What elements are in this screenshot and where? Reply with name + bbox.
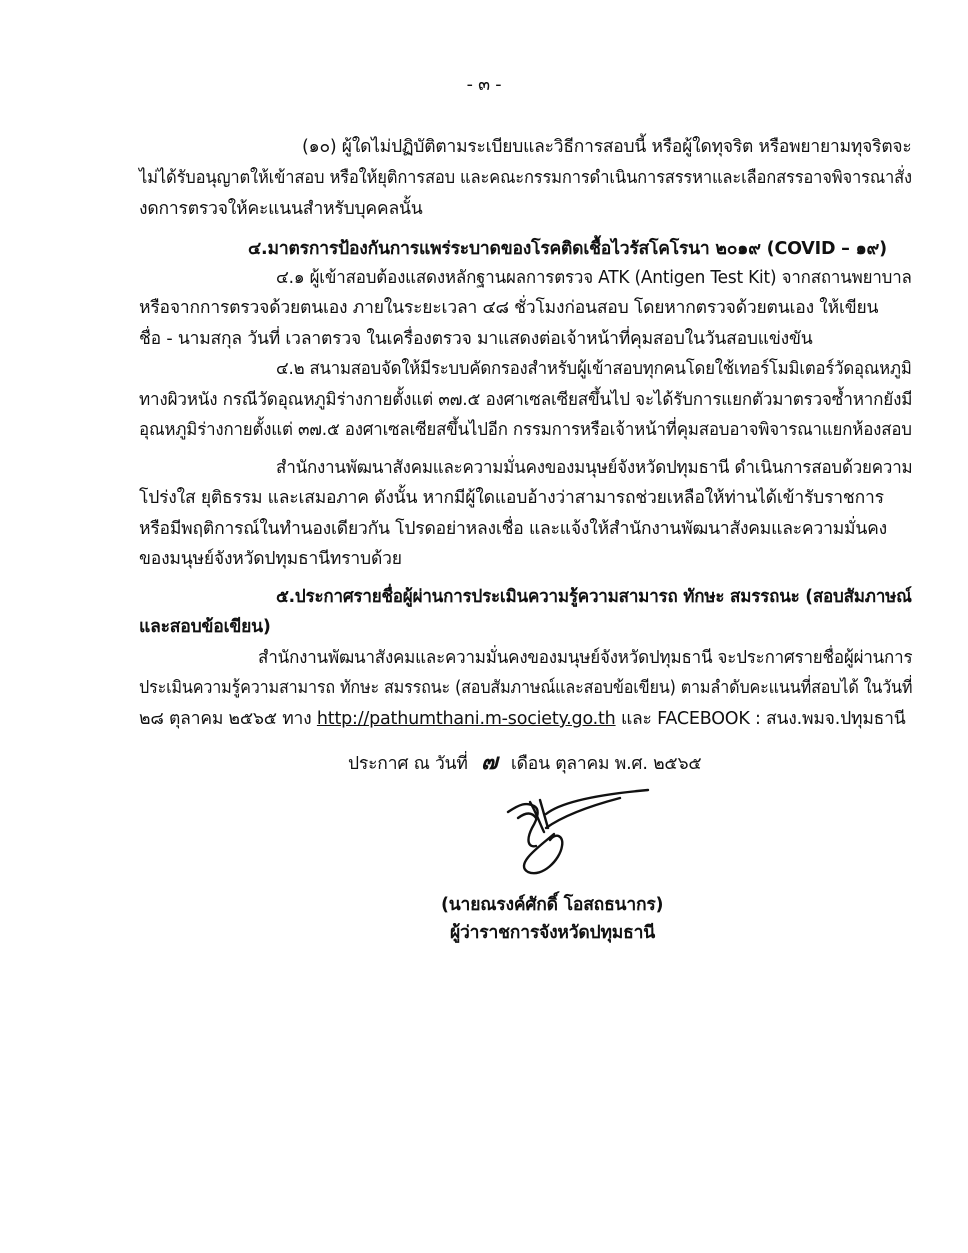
item-10-line-3: งดการตรวจให้คะแนนสำหรับบุคคลนั้น (139, 199, 423, 219)
section-4-1-line-1: ๔.๑ ผู้เข้าสอบต้องแสดงหลักฐานผลการตรวจ ATK (Antigen Test Kit) จากสถานพยาบาล (276, 268, 912, 288)
results-date-text: ๒๘ ตุลาคม ๒๕๖๕ ทาง (139, 709, 317, 729)
results-facebook-text: และ FACEBOOK : สนง.พมจ.ปทุมธานี (615, 709, 906, 729)
notice-line-3: หรือมีพฤติการณ์ในทำนองเดียวกัน โปรดอย่าหลงเชื่อ และแจ้งให้สำนักงานพัฒนาสังคมและความมั่นคง (139, 519, 887, 539)
section-4-heading: ๔.มาตรการป้องกันการแพร่ระบาดของโรคติดเชื้อไวรัสโคโรนา ๒๐๑๙ (COVID – ๑๙) (248, 239, 887, 259)
announcement-suffix: เดือน ตุลาคม พ.ศ. ๒๕๖๕ (510, 754, 702, 774)
announcement-day-handwritten: ๗ (481, 749, 498, 775)
section-5-heading-line-2: และสอบข้อเขียน) (139, 617, 271, 637)
section-5-body-line-3 (139, 707, 906, 731)
section-4-2-line-3: อุณหภูมิร่างกายตั้งแต่ ๓๗.๕ องศาเซลเซียสขึ้นไปอีก กรรมการหรือเจ้าหน้าที่คุมสอบอาจพิจารณาแยกห้องสอบ (139, 420, 912, 440)
section-5-body-line-2: ประเมินความรู้ความสามารถ ทักษะ สมรรถนะ (สอบสัมภาษณ์และสอบข้อเขียน) ตามลำดับคะแนนที่สอบได้ ในวันที่ (139, 678, 913, 698)
section-4-2-line-2: ทางผิวหนัง กรณีวัดอุณหภูมิร่างกายตั้งแต่ ๓๗.๕ องศาเซลเซียสขึ้นไป จะได้รับการแยกตัวมาตรวจซ้ำหากยังมี (139, 390, 913, 410)
announcement-date (348, 750, 701, 776)
item-10-line-2: ไม่ได้รับอนุญาตให้เข้าสอบ หรือให้ยุติการสอบ และคณะกรรมการดำเนินการสรรหาและเลือกสรรอาจพิจารณาสั่ง (139, 168, 912, 188)
results-website-link[interactable]: http://pathumthani.m-society.go.th (316, 709, 616, 729)
page-number: - ๓ - (466, 75, 502, 95)
notice-line-4: ของมนุษย์จังหวัดปทุมธานีทราบด้วย (139, 549, 402, 569)
section-4-2-line-1: ๔.๒ สนามสอบจัดให้มีระบบคัดกรองสำหรับผู้เข้าสอบทุกคนโดยใช้เทอร์โมมิเตอร์วัดอุณหภูมิ (276, 359, 912, 379)
notice-line-1: สำนักงานพัฒนาสังคมและความมั่นคงของมนุษย์จังหวัดปทุมธานี ดำเนินการสอบด้วยความ (276, 458, 913, 478)
governor-signature (500, 788, 650, 878)
signer-position: ผู้ว่าราชการจังหวัดปทุมธานี (450, 923, 656, 943)
section-5-body-line-1: สำนักงานพัฒนาสังคมและความมั่นคงของมนุษย์จังหวัดปทุมธานี จะประกาศรายชื่อผู้ผ่านการ (258, 648, 913, 668)
section-4-1-line-3: ชื่อ - นามสกุล วันที่ เวลาตรวจ ในเครื่องตรวจ มาแสดงต่อเจ้าหน้าที่คุมสอบในวันสอบแข่งขัน (139, 329, 813, 349)
item-10-line-1: (๑๐) ผู้ใดไม่ปฏิบัติตามระเบียบและวิธีการสอบนี้ หรือผู้ใดทุจริต หรือพยายามทุจริตจะ (302, 137, 912, 157)
section-4-1-line-2: หรือจากการตรวจด้วยตนเอง ภายในระยะเวลา ๔๘ ชั่วโมงก่อนสอบ โดยหากตรวจด้วยตนเอง ให้เขียน (139, 298, 879, 318)
signer-name: (นายณรงค์ศักดิ์ โอสถธนากร) (441, 895, 664, 915)
section-5-heading-line-1: ๕.ประกาศรายชื่อผู้ผ่านการประเมินความรู้ความสามารถ ทักษะ สมรรถนะ (สอบสัมภาษณ์ (276, 587, 912, 607)
notice-line-2: โปร่งใส ยุติธรรม และเสมอภาค ดังนั้น หากมีผู้ใดแอบอ้างว่าสามารถช่วยเหลือให้ท่านได้เข้ารับราชการ (139, 488, 884, 508)
announcement-prefix: ประกาศ ณ วันที่ (348, 754, 468, 774)
